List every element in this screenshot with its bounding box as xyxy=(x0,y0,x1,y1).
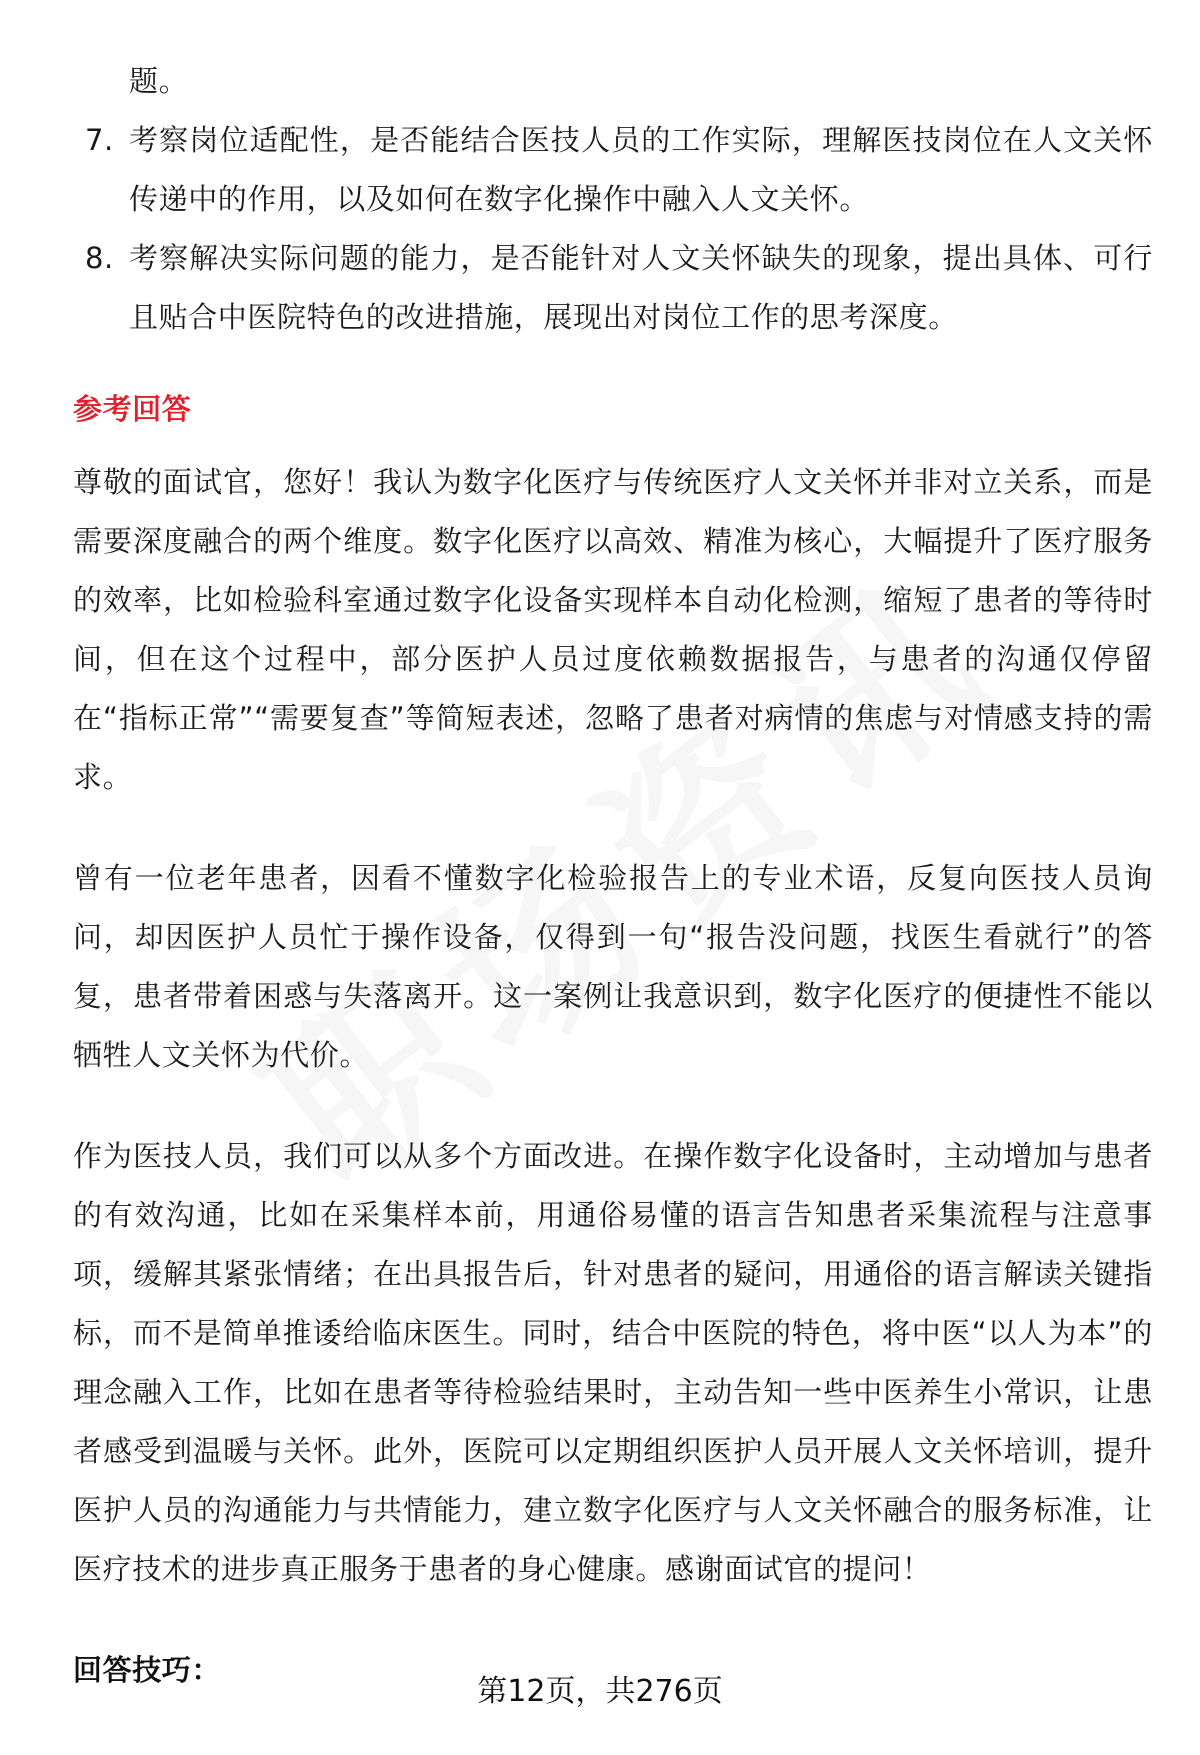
answer-paragraph-2: 曾有一位老年患者，因看不懂数字化检验报告上的专业术语，反复向医技人员询问，却因医护人员忙于操作设备，仅得到一句“报告没问题，找医生看就行”的答复，患者带着困惑与失落离开。这一案例让我意识到，数字化医疗的便捷性不能以牺牲人文关怀为代价。 xyxy=(73,861,1153,1072)
answer-paragraph-1: 尊敬的面试官，您好！我认为数字化医疗与传统医疗人文关怀并非对立关系，而是需要深度融合的两个维度。数字化医疗以高效、精准为核心，大幅提升了医疗服务的效率，比如检验科室通过数字化设备实现样本自动化检测，缩短了患者的等待时间，但在这个过程中，部分医护人员过度依赖数据报告，与患者的沟通仅停留在“指标正常”“需要复查”等简短表述，忽略了患者对病情的焦虑与对情感支持的需求。 xyxy=(73,465,1153,794)
list-item-8 xyxy=(73,229,1153,347)
reference-answer-heading: 参考回答 xyxy=(73,392,192,426)
list-item-7 xyxy=(73,111,1153,229)
answer-paragraph-3: 作为医技人员，我们可以从多个方面改进。在操作数字化设备时，主动增加与患者的有效沟通，比如在采集样本前，用通俗易懂的语言告知患者采集流程与注意事项，缓解其紧张情绪；在出具报告后，针对患者的疑问，用通俗的语言解读关键指标，而不是简单推诿给临床医生。同时，结合中医院的特色，将中医“以人为本”的理念融入工作，比如在患者等待检验结果时，主动告知一些中医养生小常识，让患者感受到温暖与关怀。此外，医院可以定期组织医护人员开展人文关怀培训，提升医护人员的沟通能力与共情能力，建立数字化医疗与人文关怀融合的服务标准，让医疗技术的进步真正服务于患者的身心健康。感谢面试官的提问！ xyxy=(73,1139,1153,1586)
list-number: 7. xyxy=(85,123,114,157)
list-item-text: 考察岗位适配性，是否能结合医技人员的工作实际，理解医技岗位在人文关怀传递中的作用，以及如何在数字化操作中融入人文关怀。 xyxy=(129,123,1153,216)
answer-tips-heading: 回答技巧： xyxy=(73,1653,222,1687)
page-number: 第12页，共276页 xyxy=(477,1674,723,1709)
list-number: 8. xyxy=(85,241,114,275)
list-continuation: 题。 xyxy=(129,64,189,98)
document-content xyxy=(73,52,1153,1700)
list-item-text: 考察解决实际问题的能力，是否能针对人文关怀缺失的现象，提出具体、可行且贴合中医院特色的改进措施，展现出对岗位工作的思考深度。 xyxy=(129,241,1153,334)
